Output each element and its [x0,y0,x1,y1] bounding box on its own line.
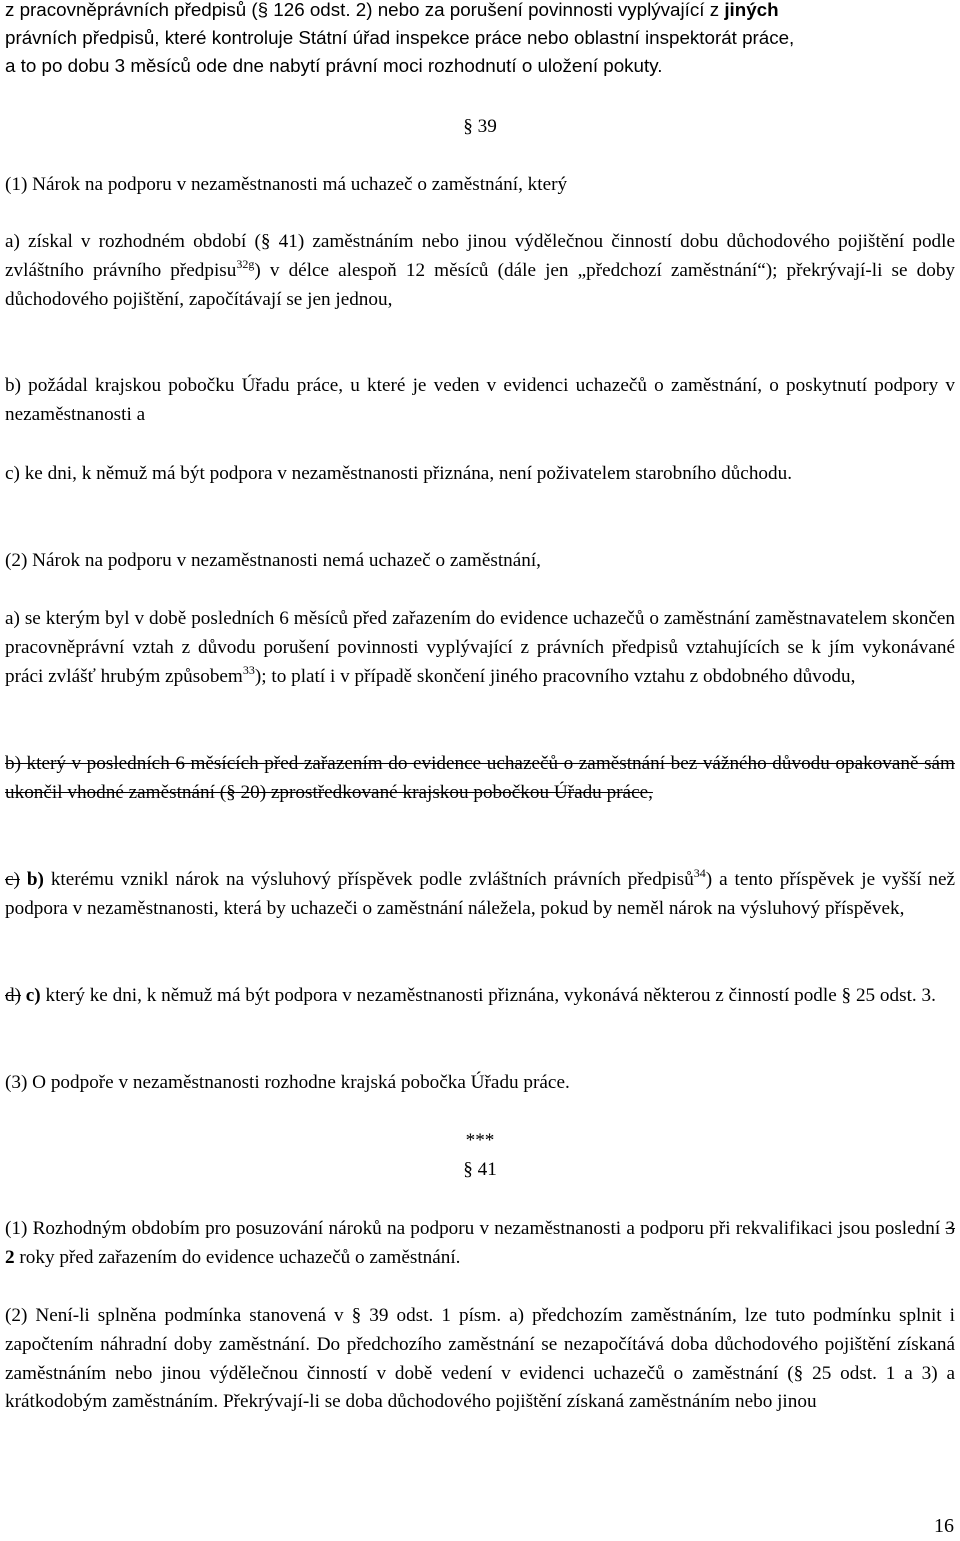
s39-paragraph-2 [5,547,955,576]
footnote-ref: 32g [236,256,255,271]
item-text: ) v délce alespoň 12 měsíců (dále jen „předchozí zaměstnání“); překrývají-li se doby důchodového pojištění, započítávají se jen jednou, [5,259,956,310]
section-39-heading [5,113,955,142]
item-text: 25 odst. 3. [851,985,936,1006]
deleted-text: 3 [945,1218,956,1239]
intro-line: právních předpisů, které kontroluje Státní úřad inspekce práce nebo oblastní inspektorát práce, [5,27,795,48]
s41-paragraph-2 [5,1302,955,1417]
item-text: který ke dni, k němuž má být podpora v nezaměstnanosti přiznána, vykonává některou z činností podle [45,985,837,1006]
paragraph-text: (1) Rozhodným obdobím pro posuzování nároků na podporu v nezaměstnanosti a podporu při rekvalifikaci jsou poslední [5,1218,941,1239]
intro-text: z pracovněprávních předpisů ( [5,0,258,20]
item-text: a) se kterým byl v době posledních 6 měsíců před zařazením do evidence uchazečů o zaměstnání zaměstnavatelem skončen pracovněprávní vztah z důvodu porušení povinnosti vyplývající z právních předpisů vztahujících se k jím vykonávané práci zvlášť hrubým způsobem [5,608,955,687]
paragraph-text: (2) Nárok na podporu v nezaměstnanosti nemá uchazeč o zaměstnání, [5,550,541,571]
s39-p2-item-a [5,605,955,691]
s39-paragraph-1 [5,171,955,200]
deleted-text: b) který v posledních 6 měsících před zařazením do evidence uchazečů o zaměstnání bez vážného důvodu opakovaně sám ukončil vhodné zaměstnání ( [5,753,955,803]
deleted-label: c) [5,869,20,890]
paragraph-text: 25 odst. 1 a 3) a krátkodobým zaměstnáním. Překrývají-li se doba důchodového pojištění získaná zaměstnáním nebo jinou [5,1362,955,1413]
s39-item-a [5,228,955,314]
section-symbol: § [260,231,271,252]
section-symbol: § [463,1159,473,1180]
deleted-text: 20) zprostředkované krajskou pobočkou Úřadu práce, [235,781,653,803]
new-text: 2 [5,1246,15,1268]
paragraph-text: 39 odst. 1 písm. a) předchozím zaměstnáním, lze tuto podmínku splnit i započtením náhradní doby zaměstnání. Do předchozího zaměstnání se nezapočítává doba důchodového pojištění získaná zaměstnáním nebo jinou výdělečnou činností v době vedení v evidenci uchazečů o zaměstnání ( [5,1305,955,1384]
stars-separator: *** [465,1130,495,1151]
s39-item-c [5,460,955,489]
section-number: 39 [477,116,497,137]
paragraph-text: (2) Není-li splněna podmínka stanovená v [5,1305,344,1326]
item-text: c) ke dni, k němuž má být podpora v nezaměstnanosti přiznána, není poživatelem starobního důchodu. [5,463,792,484]
section-number: 41 [477,1159,497,1180]
new-label: b) [26,869,44,890]
item-text: ) a tento příspěvek je vyšší než podpora v nezaměstnanosti, která by uchazeči o zaměstnání náležela, pokud by neměl nárok na výsluhový příspěvek, [5,869,956,919]
paragraph-text: roky před zařazením do evidence uchazečů o zaměstnání. [19,1246,461,1268]
paragraph-text: (3) O podpoře v nezaměstnanosti rozhodne krajská pobočka Úřadu práce. [5,1072,570,1093]
s39-item-b [5,372,955,430]
item-text: b) požádal krajskou pobočku Úřadu práce, u které je veden v evidenci uchazečů o zaměstnání, o poskytnutí podpory v nezaměstnanosti a [5,375,955,425]
intro-paragraph [5,0,955,80]
s39-paragraph-3 [5,1069,955,1098]
section-symbol: § [257,0,269,20]
item-text: kterému vznikl nárok na výsluhový příspěvek podle zvláštních právních předpisů [50,869,694,890]
footnote-ref: 34 [693,866,706,880]
paragraph-text: (1) Nárok na podporu v nezaměstnanosti má uchazeč o zaměstnání, který [5,174,568,195]
new-label: c) [25,985,41,1006]
page-number: 16 [934,1515,954,1537]
item-text: ); to platí i v případě skončení jiného pracovního vztahu z obdobného důvodu, [254,665,856,687]
s39-p2-item-c [5,866,955,924]
s41-paragraph-1 [5,1215,955,1273]
section-symbol: § [351,1305,362,1326]
section-41-heading [5,1156,955,1185]
item-text: a) získal v rozhodném období ( [5,231,261,252]
item-text: 41) zaměstnáním nebo jinou výdělečnou činností dobu důchodového pojištění podle zvláštního právního předpisu [5,231,955,281]
section-symbol: § [226,781,236,803]
intro-line: a to po dobu 3 měsíců ode dne nabytí právní moci rozhodnutí o uložení pokuty. [5,55,663,76]
s39-p2-item-d [5,982,955,1011]
intro-text: 126 odst. 2) nebo za porušení povinnosti vyplývající z [268,0,725,20]
intro-bold: jiných [724,0,779,20]
section-symbol: § [793,1362,804,1384]
section-symbol: § [463,116,473,137]
deleted-label: d) [5,985,21,1006]
s39-p2-item-b-deleted [5,750,955,808]
footnote-ref: 33 [242,662,255,677]
section-symbol: § [841,985,852,1006]
